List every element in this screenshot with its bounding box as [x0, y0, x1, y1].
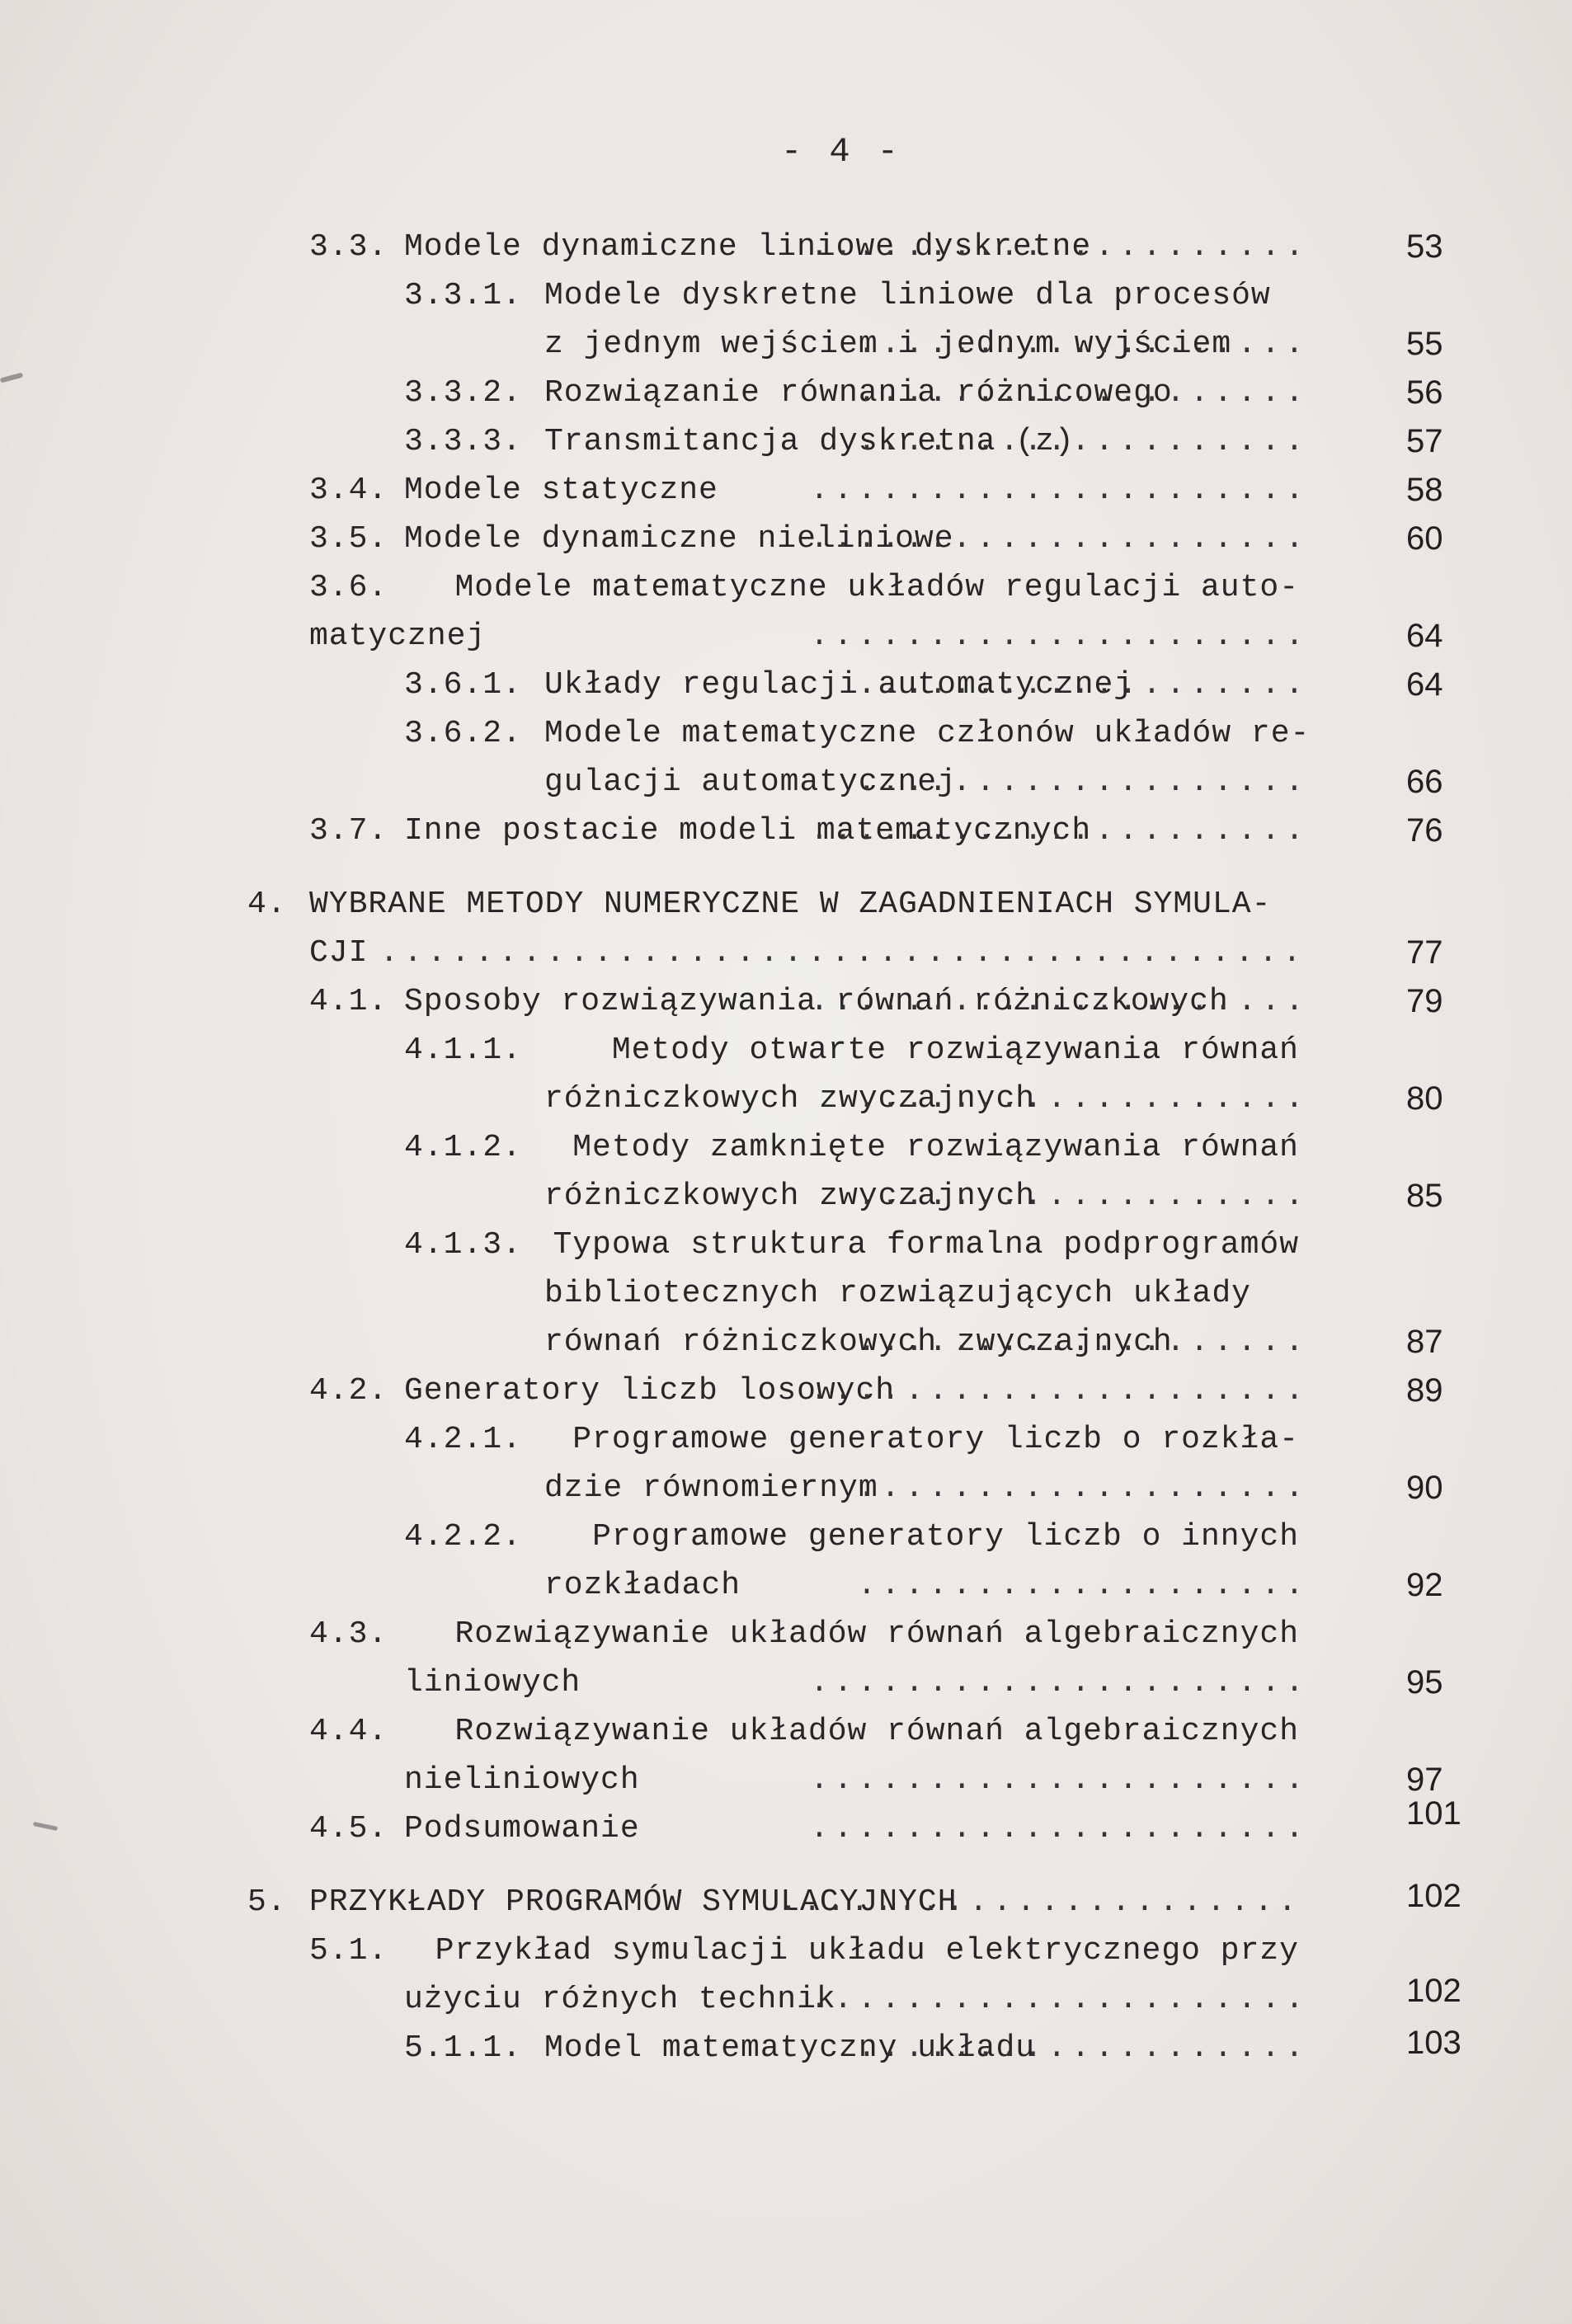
- toc-entry: [309, 1610, 1299, 1707]
- toc-page-ref: 89: [1406, 1372, 1443, 1409]
- leader-dots: [379, 929, 1299, 977]
- toc-entry-title: Transmitancja dyskretna (z): [544, 424, 1075, 459]
- toc-entry: [309, 977, 1299, 1026]
- toc-entry: [404, 1221, 1299, 1367]
- toc-entry-title: Model matematyczny układu: [544, 2030, 1036, 2066]
- toc-entry-number: 4.2.2.: [404, 1519, 522, 1555]
- toc-entry: [309, 563, 1299, 661]
- toc-entry-title: Metody zamknięte rozwiązywania równań: [572, 1130, 1299, 1165]
- toc-page-ref: 60: [1406, 520, 1443, 557]
- leader-dots: [858, 2024, 1300, 2072]
- toc-entry: [309, 807, 1299, 855]
- leader-dots: [858, 1172, 1300, 1221]
- toc-entry: [404, 1415, 1299, 1512]
- leader-dots: [810, 515, 1299, 563]
- leader-dots: [810, 223, 1299, 271]
- toc-entry-number: 3.5.: [309, 521, 388, 557]
- toc-entry-title: Modele dynamiczne liniowe dyskretne: [404, 229, 1092, 265]
- toc-entry-number: 4.1.1.: [404, 1033, 522, 1068]
- toc-entry-title: Typowa struktura formalna podprogramów: [553, 1227, 1299, 1263]
- table-of-contents: [0, 223, 1572, 2119]
- toc-entry-title-cont: bibliotecznych rozwiązujących układy: [544, 1276, 1251, 1311]
- toc-entry: [404, 369, 1299, 417]
- toc-entry-title-cont: matycznej: [309, 619, 487, 654]
- toc-entry-title-cont: z jednym wejściem i jednym wyjściem: [544, 327, 1232, 362]
- toc-entry-number: 4.5.: [309, 1811, 388, 1846]
- toc-entry: [404, 1123, 1299, 1221]
- toc-entry: [309, 1707, 1299, 1804]
- toc-page-ref: 66: [1406, 764, 1443, 800]
- toc-entry-title-cont: równań różniczkowych zwyczajnych: [544, 1324, 1173, 1360]
- toc-entry: [309, 1804, 1299, 1853]
- toc-entry-title: Modele statyczne: [404, 473, 718, 508]
- toc-entry-title-cont: dzie równomiernym: [544, 1470, 878, 1506]
- toc-page-ref: 79: [1406, 983, 1443, 1019]
- toc-page-ref: 57: [1406, 423, 1443, 459]
- toc-chapter: [247, 880, 1299, 977]
- toc-entry-title-cont: różniczkowych zwyczajnych: [544, 1081, 1036, 1117]
- toc-page-ref: 64: [1406, 618, 1443, 654]
- toc-entry-number: 3.3.: [309, 229, 388, 265]
- toc-page-ref: 64: [1406, 666, 1443, 703]
- toc-page-ref: 92: [1406, 1567, 1443, 1603]
- leader-dots: [810, 1804, 1299, 1853]
- leader-dots: [858, 320, 1300, 369]
- toc-entry: [309, 1367, 1299, 1415]
- toc-entry-title-cont: użyciu różnych technik: [404, 1982, 836, 2017]
- toc-entry: [404, 661, 1299, 709]
- toc-page-ref: 77: [1406, 934, 1443, 971]
- toc-entry-title: Programowe generatory liczb o innych: [592, 1519, 1299, 1555]
- toc-entry: [404, 709, 1311, 807]
- toc-page-ref: 80: [1406, 1080, 1443, 1117]
- leader-dots: [810, 612, 1299, 661]
- toc-entry-title: Modele dyskretne liniowe dla procesów: [544, 278, 1271, 313]
- toc-entry-number: 5.1.1.: [404, 2030, 522, 2066]
- toc-entry: [404, 271, 1299, 369]
- toc-entry-number: 3.6.2.: [404, 716, 522, 751]
- toc-entry-number: 3.3.3.: [404, 424, 522, 459]
- toc-page-ref: 87: [1406, 1324, 1443, 1360]
- leader-dots: [858, 1075, 1300, 1123]
- toc-entry-title: Inne postacie modeli matematycznych: [404, 813, 1092, 849]
- leader-dots: [858, 758, 1300, 807]
- toc-entry-number: 4.2.1.: [404, 1422, 522, 1457]
- toc-entry-number: 3.6.1.: [404, 667, 522, 703]
- toc-page-ref: 97: [1406, 1762, 1443, 1798]
- toc-entry: [309, 466, 1299, 515]
- toc-entry-title: Sposoby rozwiązywania równań różniczkowych: [404, 984, 1229, 1019]
- toc-entry-title: Metody otwarte rozwiązywania równań: [611, 1033, 1299, 1068]
- toc-entry-title-cont: liniowych: [404, 1665, 581, 1701]
- toc-entry-number: 3.3.2.: [404, 375, 522, 411]
- toc-entry-title-cont: nieliniowych: [404, 1762, 640, 1798]
- toc-entry-number: 4.1.: [309, 984, 388, 1019]
- leader-dots: [858, 369, 1300, 417]
- leader-dots: [858, 661, 1300, 709]
- toc-entry: [309, 223, 1299, 271]
- toc-page-ref: 76: [1406, 812, 1443, 849]
- leader-dots: [810, 807, 1299, 855]
- toc-entry-number: 4.4.: [309, 1714, 388, 1749]
- leader-dots: [810, 466, 1299, 515]
- toc-entry-title-cont: różniczkowych zwyczajnych: [544, 1178, 1036, 1214]
- toc-entry-number: 4.1.2.: [404, 1130, 522, 1165]
- toc-entry-number: 4.2.: [309, 1373, 388, 1409]
- leader-dots: [858, 417, 1300, 466]
- toc-entry: [404, 417, 1299, 466]
- toc-page-ref: 55: [1406, 326, 1443, 362]
- toc-entry: [404, 2024, 1299, 2072]
- toc-entry-number: 3.6.: [309, 570, 388, 605]
- toc-entry-title-cont: CJI: [309, 935, 369, 971]
- toc-entry-number: 5.1.: [309, 1933, 388, 1969]
- leader-dots: [810, 1367, 1299, 1415]
- toc-page-ref: 90: [1406, 1470, 1443, 1506]
- toc-page-ref: 95: [1406, 1664, 1443, 1701]
- toc-entry-title: Rozwiązanie równania różnicowego: [544, 375, 1173, 411]
- toc-page-ref: 102: [1406, 1973, 1461, 2009]
- toc-entry: [309, 515, 1299, 563]
- toc-entry-title: Układy regulacji automatycznej: [544, 667, 1134, 703]
- toc-entry: [309, 1926, 1299, 2024]
- toc-entry-number: 4.3.: [309, 1616, 388, 1652]
- toc-page-ref: 101: [1406, 1795, 1461, 1832]
- toc-entry-title: Przykład symulacji układu elektrycznego przy: [435, 1933, 1299, 1969]
- toc-chapter: [247, 1878, 1299, 1926]
- toc-entry-title: Podsumowanie: [404, 1811, 640, 1846]
- toc-entry-title: PRZYKŁADY PROGRAMÓW SYMULACYJNYCH: [309, 1884, 958, 1920]
- leader-dots: [858, 1561, 1300, 1610]
- toc-entry-title: Modele dynamiczne nieliniowe: [404, 521, 954, 557]
- toc-entry-title: Rozwiązywanie układów równań algebraicznych: [454, 1616, 1299, 1652]
- leader-dots: [779, 1878, 1300, 1926]
- leader-dots: [810, 1658, 1299, 1707]
- toc-entry-title-cont: rozkładach: [544, 1568, 741, 1603]
- toc-page-ref: 102: [1406, 1878, 1461, 1914]
- page-header: - 4 -: [780, 132, 902, 172]
- leader-dots: [810, 977, 1299, 1026]
- leader-dots: [858, 1318, 1300, 1367]
- toc-entry-title: Rozwiązywanie układów równań algebraicznych: [454, 1714, 1299, 1749]
- toc-entry-number: 3.3.1.: [404, 278, 522, 313]
- toc-entry-number: 3.7.: [309, 813, 388, 849]
- toc-entry-title: Generatory liczb losowych: [404, 1373, 896, 1409]
- leader-dots: [858, 1464, 1300, 1512]
- toc-entry-number: 4.: [247, 887, 287, 922]
- toc-entry-title: Modele matematyczne układów regulacji auto-: [454, 570, 1299, 605]
- toc-page-ref: 56: [1406, 374, 1443, 411]
- leader-dots: [810, 1756, 1299, 1804]
- toc-page-ref: 58: [1406, 472, 1443, 508]
- toc-entry-title: Programowe generatory liczb o rozkła-: [572, 1422, 1299, 1457]
- toc-entry-number: 5.: [247, 1884, 287, 1920]
- toc-entry-number: 4.1.3.: [404, 1227, 522, 1263]
- toc-entry-title-cont: gulacji automatycznej: [544, 764, 957, 800]
- leader-dots: [810, 1975, 1299, 2024]
- toc-entry-number: 3.4.: [309, 473, 388, 508]
- toc-page-ref: 103: [1406, 2025, 1461, 2061]
- toc-entry: [404, 1026, 1299, 1123]
- toc-entry-title: Modele matematyczne członów układów re-: [544, 716, 1311, 751]
- toc-page-ref: 53: [1406, 228, 1443, 265]
- toc-entry-title: WYBRANE METODY NUMERYCZNE W ZAGADNIENIACH SYMULA-: [309, 887, 1272, 922]
- toc-page-ref: 85: [1406, 1178, 1443, 1214]
- toc-entry: [404, 1512, 1299, 1610]
